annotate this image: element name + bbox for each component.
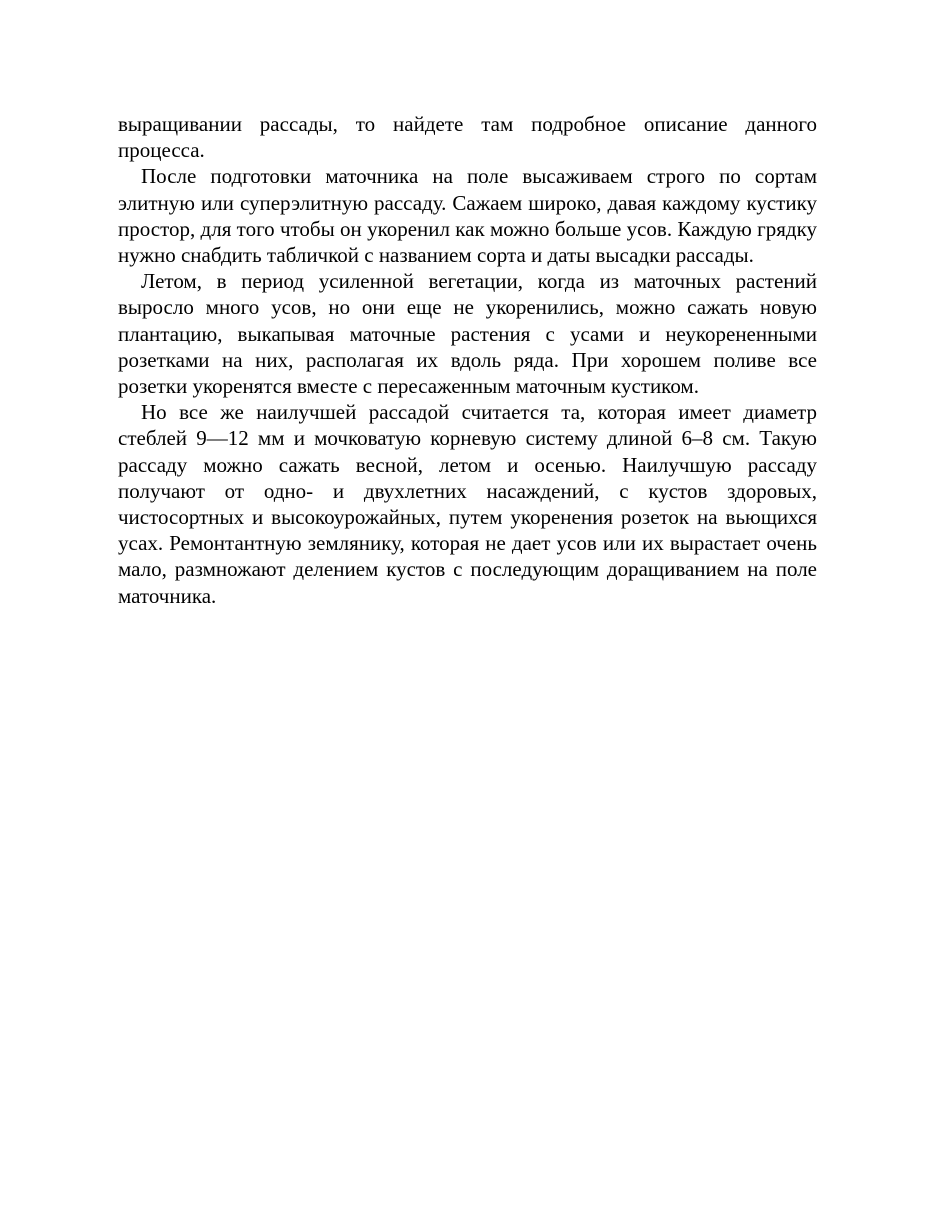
paragraph-continuation: выращивании рассады, то найдете там подробное описание данного процесса. [118,112,817,163]
paragraph: Но все же наилучшей рассадой считается та, которая имеет диаметр стеблей 9—12 мм и мочковатую корневую систему длиной 6–8 см. Такую рассаду можно сажать весной, летом и осенью. Наилучшую рассаду получают от одно- и двухлетних насаждений, с кустов здоровых, чистосортных и высокоурожайных, путем укоренения розеток на вьющихся усах. Ремонтантную землянику, которая не дает усов или их вырастает очень мало, размножают делением кустов с последующим доращиванием на поле маточника. [118,400,817,608]
paragraph: Летом, в период усиленной вегетации, когда из маточных растений выросло много усов, но они еще не укоренились, можно сажать новую плантацию, выкапывая маточные растения с усами и неукорененными розетками на них, располагая их вдоль ряда. При хорошем поливе все розетки укоренятся вместе с пересаженным маточным кустиком. [118,269,817,399]
paragraph: После подготовки маточника на поле высаживаем строго по сортам элитную или суперэлитную рассаду. Сажаем широко, давая каждому кустику простор, для того чтобы он укоренил как можно больше усов. Каждую грядку нужно снабдить табличкой с названием сорта и даты высадки рассады. [118,164,817,268]
document-text-body [118,111,817,609]
